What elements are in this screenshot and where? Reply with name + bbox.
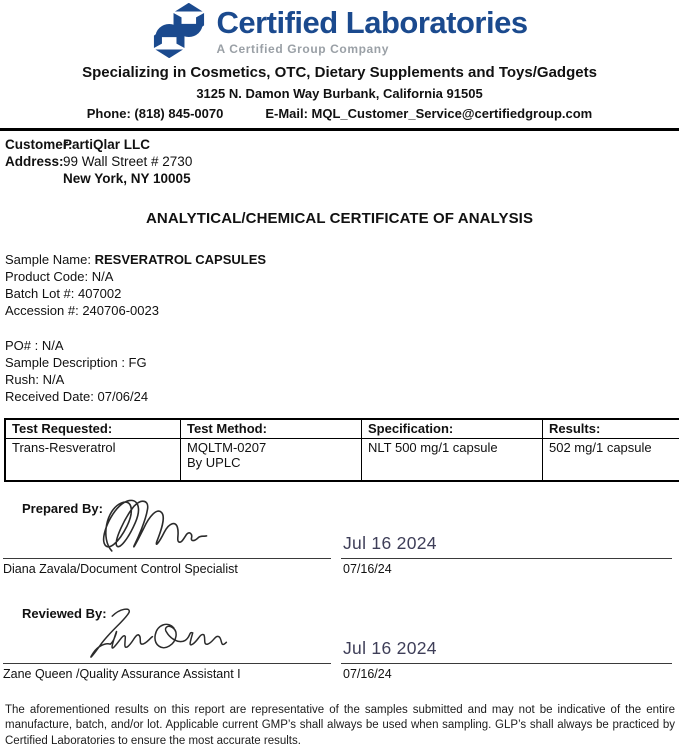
reviewed-name-title: Zane Queen /Quality Assurance Assistant I (3, 667, 241, 681)
customer-row (5, 136, 679, 153)
specialization-line: Specializing in Cosmetics, OTC, Dietary Supplements and Toys/Gadgets (82, 64, 597, 81)
prepared-by-label: Prepared By: (22, 501, 103, 516)
customer-block (5, 136, 679, 187)
sample-description-line: Sample Description : FG (5, 355, 147, 370)
company-tagline: A Certified Group Company (216, 41, 390, 56)
test-method-line1: MQLTM-0207 (187, 440, 267, 455)
certified-laboratories-logo-icon (151, 3, 207, 58)
customer-name: PartiQlar LLC (63, 137, 151, 152)
page-title: ANALYTICAL/CHEMICAL CERTIFICATE OF ANALYSIS (145, 210, 534, 227)
received-date-line: Received Date: 07/06/24 (5, 389, 149, 404)
po-line: PO# : N/A (5, 338, 64, 353)
reviewed-by-block (0, 601, 679, 686)
cell-specification: NLT 500 mg/1 capsule (362, 439, 543, 482)
lab-address-line: 3125 N. Damon Way Burbank, California 91505 (196, 86, 483, 101)
cell-results: 502 mg/1 capsule (543, 439, 679, 482)
sample-info-block (5, 251, 679, 405)
prepared-signature-icon (93, 496, 215, 558)
col-specification: Specification: (362, 419, 543, 439)
rush-line: Rush: N/A (5, 372, 65, 387)
address-label: Address: (5, 154, 64, 169)
reviewed-by-label: Reviewed By: (22, 606, 107, 621)
results-table (4, 418, 679, 482)
customer-label: Customer: (5, 137, 73, 152)
col-results: Results: (543, 419, 679, 439)
header (0, 0, 679, 121)
address-line1: 99 Wall Street # 2730 (63, 154, 193, 169)
table-row (5, 439, 679, 482)
col-test-requested: Test Requested: (5, 419, 181, 439)
prepared-name-title: Diana Zavala/Document Control Specialist (3, 562, 238, 576)
cell-test-method (181, 439, 362, 482)
sample-name-line (5, 251, 679, 268)
prepared-date-stamp: Jul 16 2024 (343, 533, 437, 553)
sample-name-value: RESVERATROL CAPSULES (94, 252, 267, 267)
reviewed-signature-icon (83, 603, 235, 661)
reviewed-date: 07/16/24 (343, 667, 392, 681)
prepared-date-line (341, 558, 672, 559)
prepared-by-block (0, 496, 679, 581)
test-method-line2: By UPLC (187, 455, 241, 470)
address-line2: New York, NY 10005 (63, 171, 191, 186)
contact-line (0, 106, 679, 121)
reviewed-signature-line (3, 663, 331, 664)
batch-lot-line: Batch Lot #: 407002 (5, 286, 122, 301)
sample-name-label: Sample Name: (5, 252, 91, 267)
product-code-line: Product Code: N/A (5, 269, 114, 284)
results-table-header-row (5, 419, 679, 439)
reviewed-date-line (341, 663, 672, 664)
col-test-method: Test Method: (181, 419, 362, 439)
logo-text (216, 3, 527, 56)
phone-text: Phone: (818) 845-0070 (86, 106, 224, 121)
email-text: E-Mail: MQL_Customer_Service@certifiedgroup.com (265, 106, 593, 121)
accession-line: Accession #: 240706-0023 (5, 303, 159, 318)
disclaimer-text: The aforementioned results on this report are representative of the samples submitted and may not be indicative of the entire manufacture, batch, and/or lot. Applicable current GMP’s shall always be used when sampling. GLP’s shall always be practiced by Certified Laboratories to ensure the most accurate results. (5, 704, 675, 747)
sample-gap (5, 319, 679, 337)
cell-test-requested: Trans-Resveratrol (5, 439, 181, 482)
logo (0, 3, 679, 58)
company-name: Certified Laboratories (216, 5, 528, 40)
address-row (5, 153, 679, 170)
reviewed-date-stamp: Jul 16 2024 (343, 638, 437, 658)
prepared-signature-line (3, 558, 331, 559)
prepared-date: 07/16/24 (343, 562, 392, 576)
header-divider (0, 128, 679, 131)
